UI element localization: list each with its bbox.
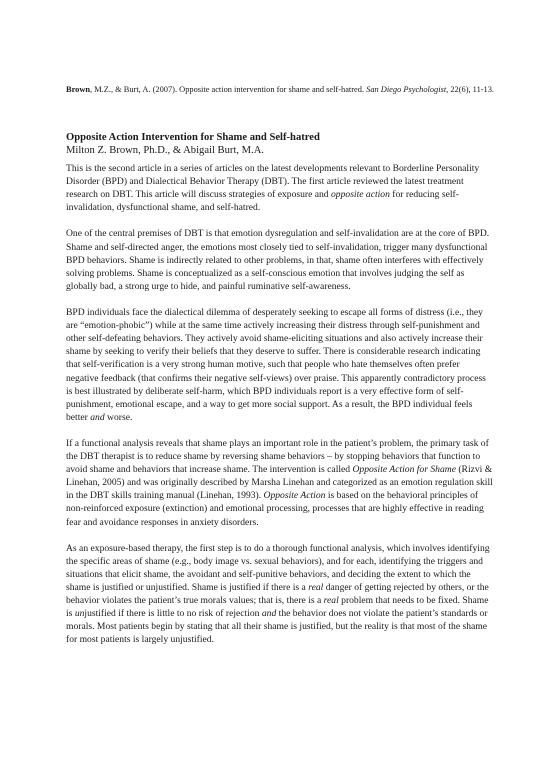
paragraph-5 [66,542,494,647]
article-title: Opposite Action Intervention for Shame and Self-hatred [66,132,320,143]
p1-emphasis: opposite action [331,189,390,201]
article-authors: Milton Z. Brown, Ph.D., & Abigail Burt, M.A. [66,145,265,156]
p5-text-e: problem that needs to be fixed. Shame is [66,595,489,620]
citation-text: , M.Z., & Burt, A. (2007). Opposite action intervention for shame and self-hatred. [90,85,367,94]
paragraph-4 [66,437,494,529]
p4-emphasis-2: Opposite Action [263,490,326,502]
p5-emphasis-2: real [323,595,339,607]
citation-authors: Brown [66,85,91,94]
p3-text-c: worse. [104,411,133,423]
citation-journal: San Diego Psychologist, [366,85,449,94]
citation [66,84,516,96]
p5-emphasis-4: and [261,608,277,620]
p5-text-c: danger of getting rejected by others, or the behavior violates the patient’s true morals values; that is, there is a [66,582,489,607]
p5-text-i: the behavior does not violate the patient’s standards or morals. Most patients begin by stating that all their shame is justified, but the reality is that most of the shame for most patients is largely unjustified. [66,608,488,646]
p4-text-c: (Rizvi & Linehan, 2005) and was originally described by Marsha Linehan and categorized as an emotion regulation skill in the DBT skills training manual (Linehan, 1993). [66,464,493,502]
article-header [66,131,496,157]
article-body [66,162,494,660]
p4-text-a: If a functional analysis reveals that shame plays an important role in the patient’s problem, the primary task of the DBT therapist is to reduce shame by reversing shame behaviors – by stopping behaviors that function to avoid shame and behaviors that increase shame. The intervention is called [66,437,489,476]
paragraph-3 [66,306,494,424]
p5-text-g: justified if there is little to no risk of rejection [84,608,262,620]
p1-text-c: for reducing self-invalidation, dysfunctional shame, and self-hatred. [66,189,459,214]
paragraph-1 [66,162,494,214]
p5-emphasis-3: un [74,608,85,620]
p5-emphasis-1: real [308,582,324,593]
paragraph-2: One of the central premises of DBT is that emotion dysregulation and self-invalidation are at the core of BPD. Shame and self-directed anger, the emotions most closely tied to self-invalidation, trigger many dysfunctional BPD behaviors. Shame is indirectly related to other problems, in that, shame often interferes with effectively solving problems. Shame is conceptualized as a self-conscious emotion that involves judging the self as globally bad, a strong urge to hide, and painful ruminative self-awareness. [66,228,490,292]
citation-volume: 22(6), 11-13. [448,85,495,94]
p1-text-a: This is the second article in a series of articles on the latest developments relevant to Borderline Personality Disorder (BPD) and Dialectical Behavior Therapy (DBT). The first article reviewed the latest treatment research on DBT. This article will discuss strategies of exposure and [66,163,480,201]
p5-text-a: As an exposure-based therapy, the first step is to do a thorough functional analysis, which involves identifying the specific areas of shame (e.g., body image vs. sexual behaviors), and for each, identifying the triggers and situations that elicit shame, the avoidant and self-punitive behaviors, and deciding the extent to which the shame is justified or unjustified. Shame is justified if there is a [66,542,490,593]
p4-emphasis-1: Opposite Action for Shame [352,464,456,476]
p4-text-e: is based on the behavioral principles of non-reinforced exposure (extinction) and emotional processing, processes that are highly effective in reading fear and avoidance responses in anxiety disorders. [66,490,484,528]
p3-text-a: BPD individuals face the dialectical dilemma of desperately seeking to escape all forms of distress (i.e., they are “emotion-phobic”) while at the same time actively increasing their distress through self-punishment and other self-defeating behaviors. They actively avoid shame-eliciting situations and also actively increase their shame by seeking to verify their beliefs that they deserve to suffer. There is considerable research indicating that self-verification is a very strong human motive, such that people who hate themselves often prefer negative feedback (that confirms their negative self-views) over praise. This apparently contradictory process is best illustrated by deliberate self-harm, which BPD individuals report is a very effective form of self-punishment, emotional escape, and a way to get more social support. As a result, the BPD individual feels better [66,307,486,423]
p3-emphasis: and [90,411,105,423]
